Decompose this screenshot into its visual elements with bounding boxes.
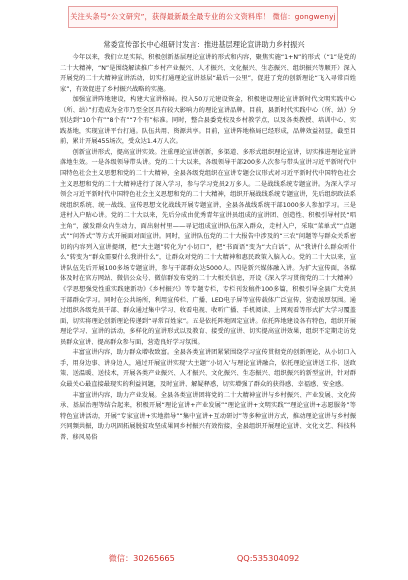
top-banner: 关注头条号“公文研究”，获得最新最全最专业的公文资料库！ 微信：gongwenyj xyxy=(68,6,338,28)
footer-wechat: 微信：30265665 xyxy=(108,553,175,563)
article-title: 常委宣传部长中心组研讨发言：推进基层理论宣讲助力乡村振兴 xyxy=(103,40,305,49)
article-paragraph: 加强宣讲阵地建设，构建大宣讲格局。投入50万元建设资金，积极建设理论宣讲新时代文明实践中心（所、站）”打造成为全市乃至全区具有较大影响力的理论宣讲品牌。目前，县新时代实践中心（所、站）分别达到“10个有”“8个有”“7个有”标准。同时，整合县委党校及乡村教学点，以及各类教授、培训中心、实践基地，实现宣讲平台打通。队伍共用、资源共享。目前，宣讲阵地格局已经形成，品牌效益初显，截至目前，累计开展455场次，受众达1.4万人次。 xyxy=(60,96,356,146)
article-paragraph: 创新宣讲形式，提高宣讲实效。注重理论宣讲创新，多渠道、多形式组织理论宣讲，切实推进理论宣讲落地生效。一是各级领导带头讲。党的二十大以来，各级领导干部200多人次参与带头宣讲习近平新时代中国特色社会主义思想和党的二十大精神，全县各级党组织在宣讲专题会议形式对习近平新时代中国特色社会主义思想和党的二十大精神进行了深入学习，参与学习党员2万多人。二是战线系统专题宣讲。为深入学习领会习近平新时代中国特色社会主义思想和党的二十大精神，组织开展战线系统专题宣讲，先后组织政法系统组织系统、统一战线、宣传思想文化战线开展专题宣讲，全县各战线系统干部1000多人参加学习。三是进村入户贴心讲。党的二十大以来，先后分成由优秀青年宣讲员组成的宣讲团、创造性、积极引导村民“唱主角”，激发群众内生动力，面出射村里——寻记组成宣讲队伍深入群众，走村入户，采取“菜单式”“点题式”“问答式”等方式开展面对面宣讲。同时，宣讲队伍党的二十大报告中涉及的“三农”问题等与群众关系密切的内容列入宣讲提纲，把“大主题”转化为“小切口”，把“书面语”变为“大白话”，从“我讲什么群众听什么”转变为“群众需要什么我讲什么”，让群众对党的二十大精神和惠民政策入脑入心。党的二十大以来，宣讲队伍先后开展100多场专题宣讲，参与干部群众达5000人。四是新兴媒体融入讲。为扩大宣传面，各媒体及时在官方网站、微信公众号、微信群发布党的二十大相关信息，开设《深入学习贯彻党的二十大精神》《学思想强党性重实践建新功》《乡村振兴》等专题专栏，专栏刊发稿件100多篇，积极引导全县广大党员干部群众学习。同时在公共场所，利用宣传栏、广播、LED电子屏等宣传载体广泛宣传，营造浓厚氛围。通过组织各级党员干部、群众通过集中学习、收看电视、收听广播、手机阅读、上网观看等形式扩大学习覆盖面，切实将理论创新理论传递到“寻常百姓家”。五是依托阵地固定宣讲。依托阵地建设各有特色，组织开展理论学习、宣讲的活动，多样化的宣讲形式以及教育、接受的宣讲、切实提高宣讲效果，组织不定期走访党员群众宣讲、提高群众参与面，营造良好学习氛围。 xyxy=(60,148,356,346)
footer-contact xyxy=(0,553,408,564)
article-paragraph: 今年以来，我们立足实际，积极创新基层理论宣讲的形式和内容，聚焦实施“1+N”的形式（“1”是党的二十大精神，“N”是围绕解读推广乡村产业振兴、人才振兴、文化振兴、生态振兴、组织振兴等顺开）深入开展党的二十大精神宣讲活动，切实打通理论宣讲基层“最后一公里”，促进了党的创新理论“飞入寻常百姓家”，有效促进了乡村振兴战略的实施。 xyxy=(60,54,356,93)
article-body xyxy=(60,53,356,443)
footer-qq: QQ:535304092 xyxy=(236,553,300,563)
article-paragraph: 丰富宣讲内容，助力群众增收致富。全县各类宣讲团紧紧围绕学习宣传贯彻党的创新理论，从小切口入手，用身边事、讲身边人，通过开展宣讲实现‘大主题’‘小切入’与理论宣讲融合，依托理论宣讲送工作、送政策、送温暖、送技术，开展各类产业振兴、人才振兴、文化振兴、生态振兴、组织振兴的新型宣讲，针对群众最关心最直接最现实的利益问题，及时宣讲、解疑释惑，切实增强了群众的获得感、幸福感、安全感。 xyxy=(60,349,356,388)
article-paragraph: 丰富宣讲内容，助力产业发展。全县各类宣讲团将党的二十大精神宣讲与乡村振兴、产业发展、文化传承、基层治理等结合起来，积极开展“理论宣讲+产业发展”“理论宣讲+文明实践”“理论宣讲+志愿服务”等特色宣讲活动，开展“专家宣讲+实地指导”“集中宣讲+互动研讨”等多种宣讲方式，推动理论宣讲与乡村振兴同频共振，助力巩固拓展脱贫攻坚成果同乡村振兴有效衔接，全县组织开展理论宣讲、文化文艺、科技科普、移风易俗 xyxy=(60,391,356,441)
